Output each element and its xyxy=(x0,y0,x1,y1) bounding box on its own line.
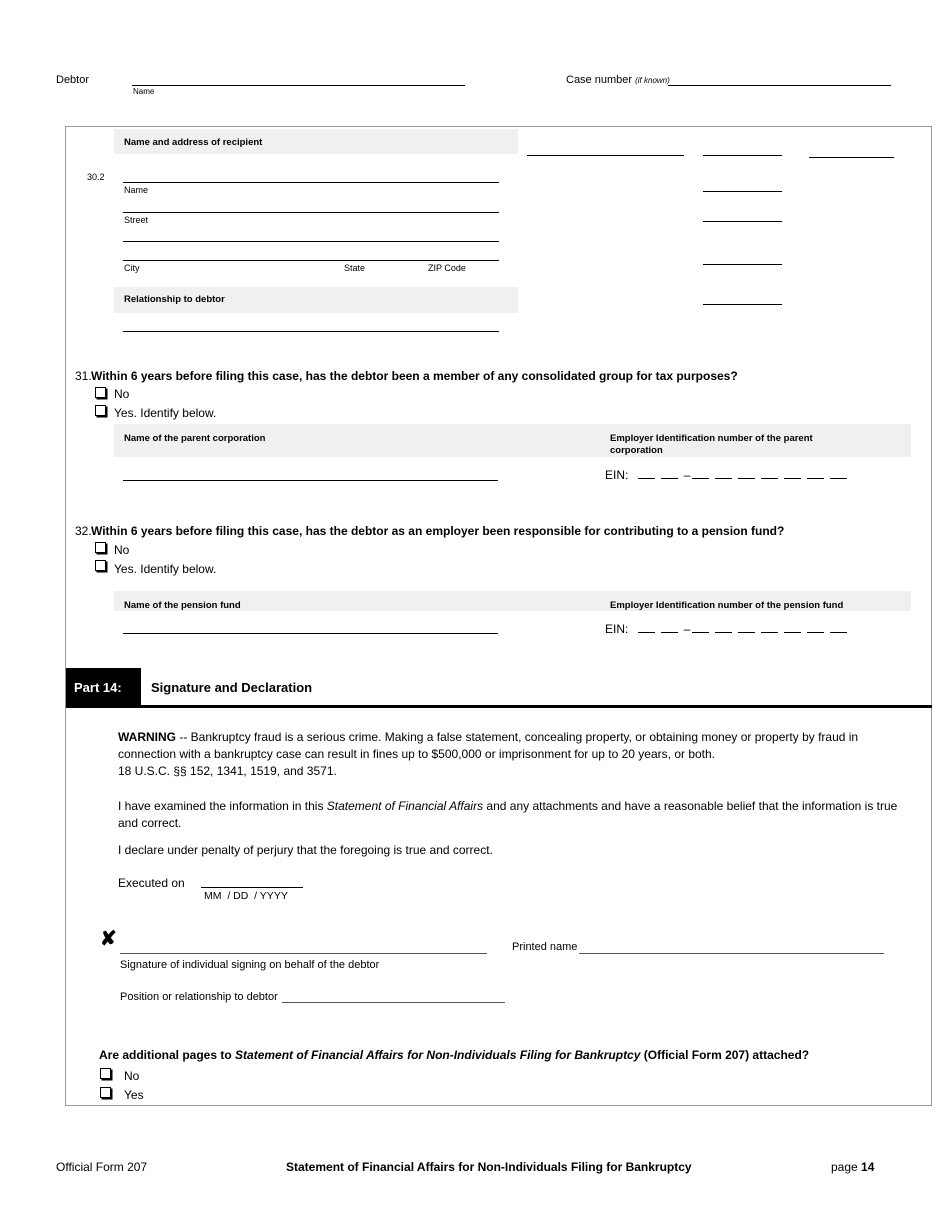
footer-page-label: page xyxy=(831,1160,858,1174)
zip-caption: ZIP Code xyxy=(428,263,466,273)
additional-yes-label: Yes xyxy=(124,1088,144,1102)
additional-post: (Official Form 207) attached? xyxy=(640,1048,810,1062)
executed-date-field[interactable] xyxy=(201,887,303,888)
q32-yes-label: Yes. Identify below. xyxy=(114,562,217,576)
additional-italic: Statement of Financial Affairs for Non-Individuals Filing for Bankruptcy xyxy=(235,1048,641,1062)
q31-number: 31. xyxy=(75,369,92,383)
signature-field[interactable] xyxy=(120,953,487,954)
dates-field[interactable] xyxy=(527,155,684,156)
q31-question: Within 6 years before filing this case, has the debtor been a member of any consolidated group for tax purposes? xyxy=(91,369,738,383)
additional-no-checkbox[interactable] xyxy=(100,1068,111,1079)
amount-field[interactable] xyxy=(703,155,782,156)
sign-here-icon: ✘ xyxy=(100,928,117,950)
q32-number: 32. xyxy=(75,524,92,538)
recipient-name-field[interactable] xyxy=(123,182,499,183)
q31-col1-header: Name of the parent corporation xyxy=(124,433,266,444)
relationship-field[interactable] xyxy=(123,331,499,332)
recipient-street2-field[interactable] xyxy=(123,241,499,242)
amount-line-1[interactable] xyxy=(703,191,782,192)
footer-form-name: Official Form 207 xyxy=(56,1160,148,1174)
recipient-street-field[interactable] xyxy=(123,212,499,213)
street-caption: Street xyxy=(124,215,149,225)
q32-col2-header: Employer Identification number of the pension fund xyxy=(610,600,844,611)
if-known-text: (if known) xyxy=(635,76,670,85)
examined-italic: Statement of Financial Affairs xyxy=(326,799,484,813)
q31-ein-field[interactable]: EIN: – xyxy=(605,468,853,482)
examined-pre: I have examined the information in this xyxy=(118,799,327,813)
part14-rule xyxy=(66,705,932,708)
footer-title: Statement of Financial Affairs for Non-Individuals Filing for Bankruptcy xyxy=(286,1160,692,1174)
q31-parent-name-field[interactable] xyxy=(123,480,498,481)
q31-no-label: No xyxy=(114,387,130,401)
position-field[interactable] xyxy=(282,1002,505,1003)
printed-name-label: Printed name xyxy=(512,941,578,953)
printed-name-field[interactable] xyxy=(579,953,884,954)
name-caption: Name xyxy=(124,185,149,195)
q31-ein-label: EIN: xyxy=(605,468,629,482)
case-number-field[interactable] xyxy=(668,85,891,86)
part14-title: Signature and Declaration xyxy=(151,680,313,695)
q32-ein-label: EIN: xyxy=(605,622,629,636)
q32-ein-field[interactable]: EIN: – xyxy=(605,622,853,636)
amount-line-2[interactable] xyxy=(703,221,782,222)
q31-yes-checkbox[interactable] xyxy=(95,405,106,416)
recipient-header: Name and address of recipient xyxy=(124,137,263,148)
additional-yes-checkbox[interactable] xyxy=(100,1087,111,1098)
q32-yes-checkbox[interactable] xyxy=(95,560,106,571)
q32-no-checkbox[interactable] xyxy=(95,542,106,553)
part14-label: Part 14: xyxy=(74,680,122,695)
examined-paragraph xyxy=(118,798,898,832)
case-number-text: Case number xyxy=(566,74,633,86)
q31-col2-header: Employer Identification number of the parent corporation xyxy=(610,433,813,456)
footer-page-number: 14 xyxy=(861,1160,875,1174)
warning-statutes: 18 U.S.C. §§ 152, 1341, 1519, and 3571. xyxy=(118,764,337,778)
q32-col1-header: Name of the pension fund xyxy=(124,600,241,611)
q32-question: Within 6 years before filing this case, has the debtor as an employer been responsible for contributing to a pension fund? xyxy=(91,524,785,538)
state-caption: State xyxy=(344,263,366,273)
date-format-caption: MM / DD / YYYY xyxy=(204,890,288,902)
city-caption: City xyxy=(124,263,140,273)
additional-no-label: No xyxy=(124,1069,140,1083)
debtor-label: Debtor xyxy=(56,74,90,86)
q31-yes-label: Yes. Identify below. xyxy=(114,406,217,420)
q32-no-label: No xyxy=(114,543,130,557)
position-label: Position or relationship to debtor xyxy=(120,991,278,1003)
q31-no-checkbox[interactable] xyxy=(95,387,106,398)
reason-field[interactable] xyxy=(809,157,894,158)
examined-post: and any attachments and have a reasonable belief that the information is true and correct. xyxy=(118,799,898,830)
signature-caption: Signature of individual signing on behalf of the debtor xyxy=(120,959,380,971)
footer-page xyxy=(831,1160,874,1174)
executed-on-label: Executed on xyxy=(118,876,185,890)
warning-paragraph xyxy=(118,729,898,780)
amount-line-3[interactable] xyxy=(703,264,782,265)
q32-pension-name-field[interactable] xyxy=(123,633,498,634)
additional-question xyxy=(99,1048,809,1062)
warning-text: -- Bankruptcy fraud is a serious crime. Making a false statement, concealing property, or obtaining money or property by fraud in connection with a bankruptcy case can result in fines up to $500,000 or imprisonment for up to 20 years, or both. xyxy=(118,730,859,761)
debtor-name-field[interactable] xyxy=(132,85,465,86)
case-number-label xyxy=(566,74,670,86)
recipient-city-field[interactable] xyxy=(123,260,499,261)
declare-text: I declare under penalty of perjury that the foregoing is true and correct. xyxy=(118,843,493,857)
additional-pre: Are additional pages to xyxy=(99,1048,236,1062)
relationship-header: Relationship to debtor xyxy=(124,294,225,305)
warning-bold: WARNING xyxy=(118,730,176,744)
item-number: 30.2 xyxy=(87,172,105,182)
amount-line-4[interactable] xyxy=(703,304,782,305)
debtor-name-caption: Name xyxy=(133,87,155,96)
